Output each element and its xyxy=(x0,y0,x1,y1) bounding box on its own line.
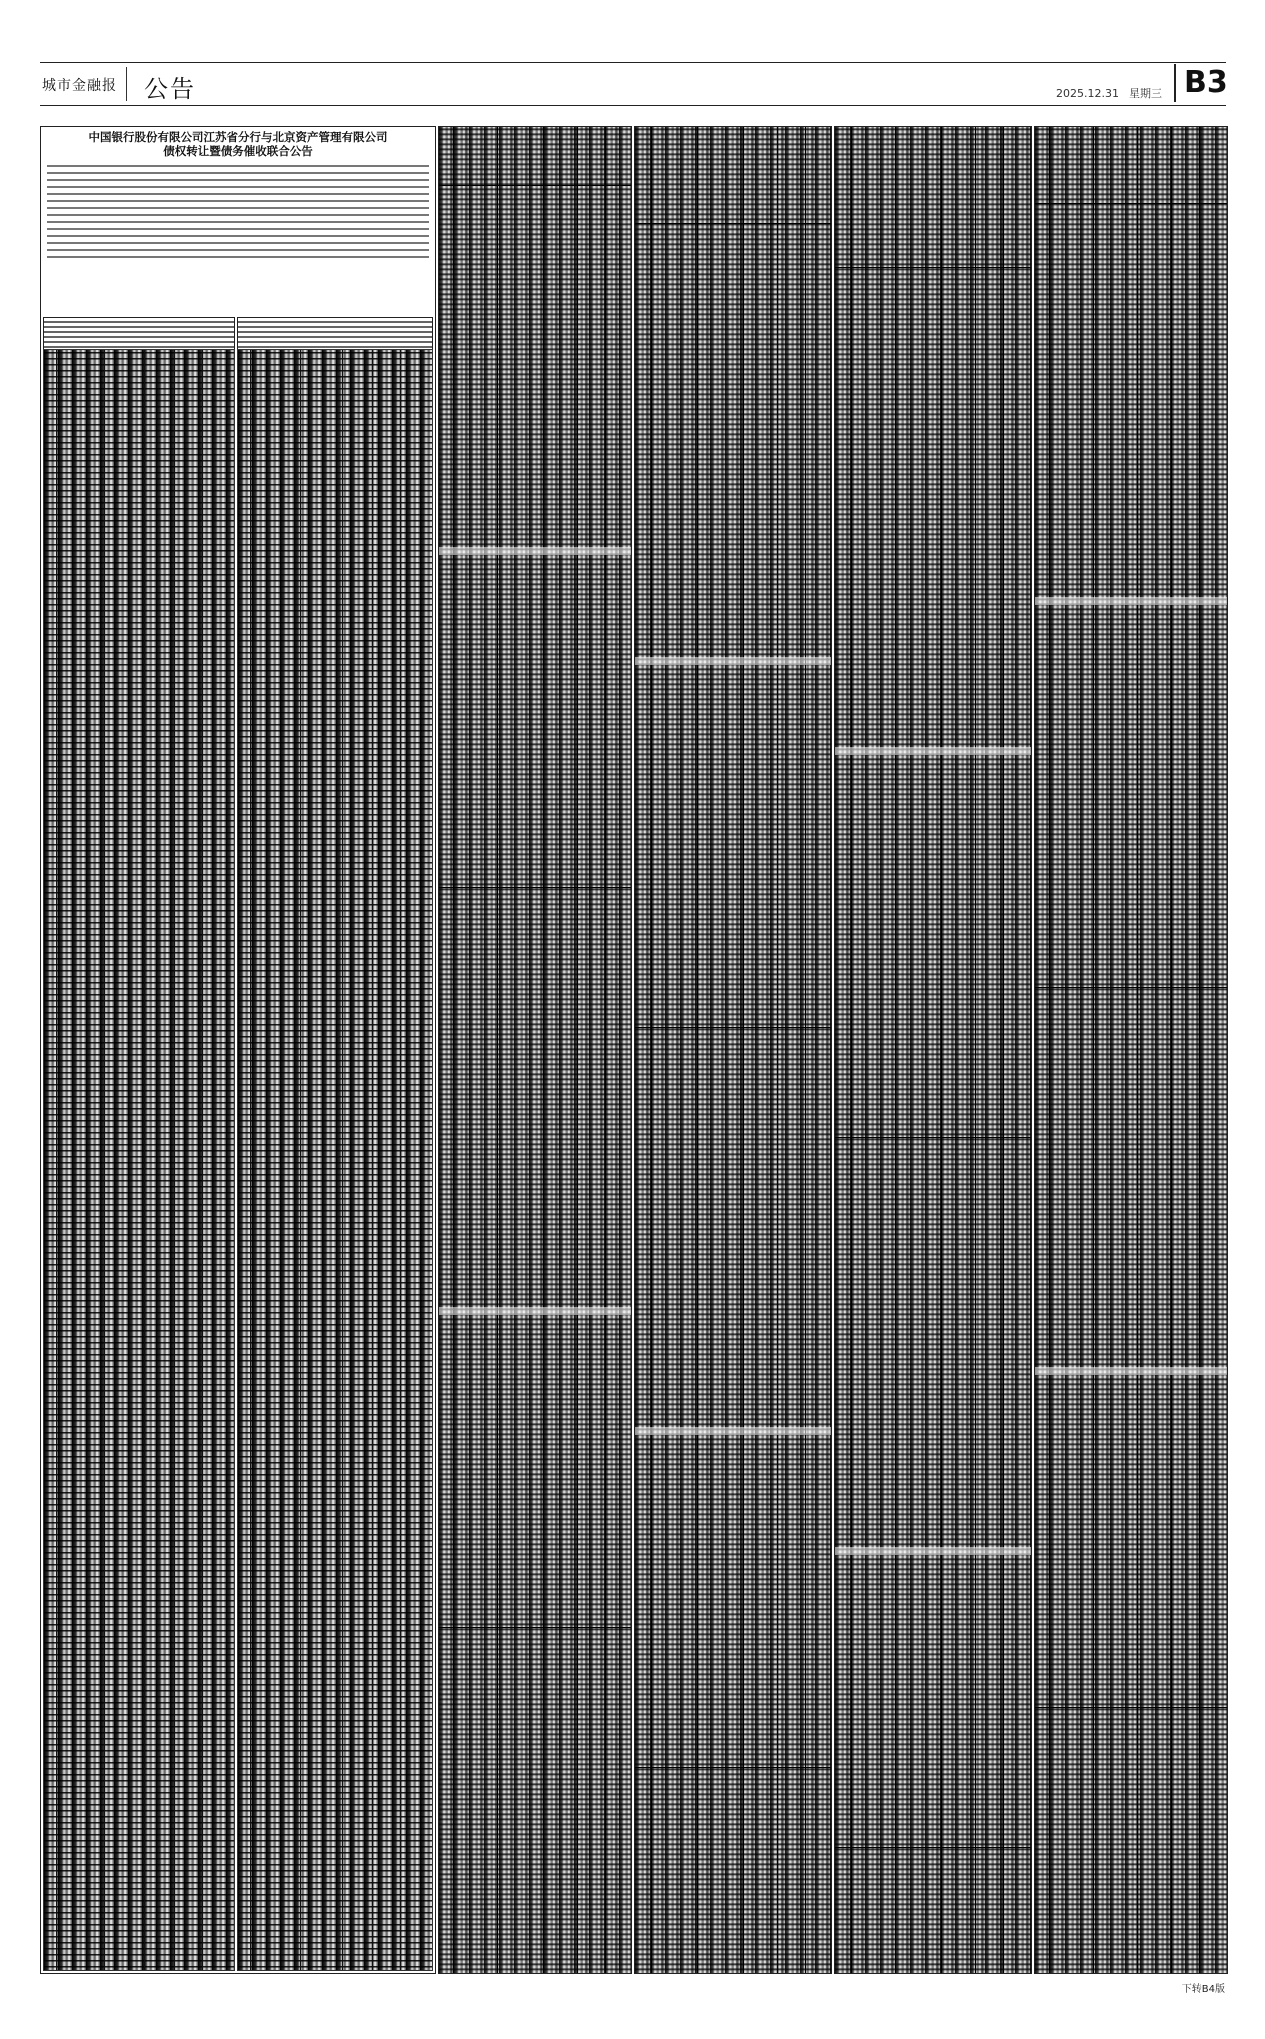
asset-table-left xyxy=(43,349,235,1971)
table-rows xyxy=(44,350,234,1970)
date-value: 2025.12.31 xyxy=(1056,87,1119,100)
notice-title-line2: 债权转让暨债务催收联合公告 xyxy=(163,144,313,158)
dense-table-column-3 xyxy=(834,126,1032,1974)
asset-table-right xyxy=(237,349,433,1971)
continued-note: 下转B4版 xyxy=(1181,1984,1225,1995)
section-title: 公告 xyxy=(144,75,196,103)
issue-date xyxy=(1056,85,1162,101)
notice-block xyxy=(40,126,436,1974)
masthead-divider xyxy=(126,67,127,101)
paper-name: 城市金融报 xyxy=(42,78,117,94)
notice-body-text xyxy=(47,163,429,259)
weekday: 星期三 xyxy=(1129,87,1162,100)
masthead xyxy=(40,62,1226,106)
page-number: B3 xyxy=(1184,65,1228,100)
dense-table-column-2 xyxy=(634,126,832,1974)
notice-title-line1: 中国银行股份有限公司江苏省分行与北京资产管理有限公司 xyxy=(88,130,388,144)
page-number-box xyxy=(1174,64,1226,102)
table-rows xyxy=(238,350,432,1970)
dense-table-column-1 xyxy=(438,126,632,1974)
table-header-left xyxy=(43,317,235,351)
table-header-right xyxy=(237,317,433,351)
dense-table-column-4 xyxy=(1034,126,1228,1974)
